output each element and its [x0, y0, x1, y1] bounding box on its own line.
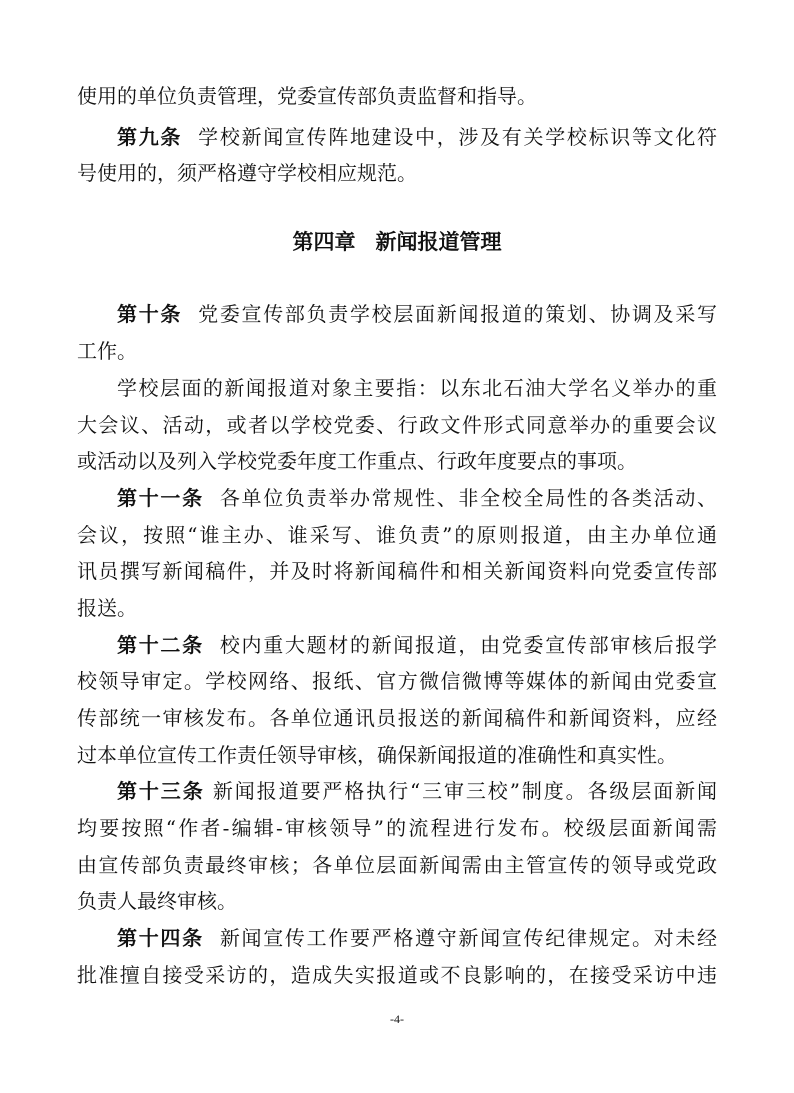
article-11-line-4: 报送。 [77, 596, 137, 620]
article-12-line-2: 校领导审定。学校网络、报纸、官方微信微博等媒体的新闻由党委宣 [77, 669, 717, 693]
article-13-line-2: 均要按照“作者-编辑-审核领导”的流程进行发布。校级层面新闻需 [77, 816, 717, 840]
article-14-text: 新闻宣传工作要严格遵守新闻宣传纪律规定。对未经 [219, 926, 717, 950]
article-13-text: 新闻报道要严格执行“三审三校”制度。各级层面新闻 [212, 779, 717, 803]
article-13-label: 第十三条 [117, 779, 205, 803]
article-10-label: 第十条 [117, 302, 183, 326]
article-14-label: 第十四条 [117, 926, 204, 950]
article-10-line-1 [117, 300, 717, 328]
article-11-label: 第十一条 [117, 486, 204, 510]
chapter-number: 第四章 [292, 230, 356, 254]
scope-line-3: 或活动以及列入学校党委年度工作重点、行政年度要点的事项。 [77, 449, 637, 473]
article-9-label: 第九条 [117, 125, 183, 149]
page-number: -4- [390, 1012, 404, 1026]
article-11-line-1 [117, 484, 717, 512]
scope-line-1: 学校层面的新闻报道对象主要指：以东北石油大学名义举办的重 [117, 376, 717, 400]
chapter-title: 新闻报道管理 [375, 230, 502, 254]
article-14-line-2: 批准擅自接受采访的，造成失实报道或不良影响的，在接受采访中违 [77, 963, 717, 987]
intro-line: 使用的单位负责管理，党委宣传部负责监督和指导。 [77, 84, 537, 108]
article-12-line-4: 过本单位宣传工作责任领导审核，确保新闻报道的准确性和真实性。 [77, 743, 677, 767]
article-13-line-4: 负责人最终审核。 [77, 889, 237, 913]
article-9-text: 学校新闻宣传阵地建设中，涉及有关学校标识等文化符 [198, 125, 717, 149]
scope-line-2: 大会议、活动，或者以学校党委、行政文件形式同意举办的重要会议 [77, 413, 717, 437]
article-12-line-3: 传部统一审核发布。各单位通讯员报送的新闻稿件和新闻资料，应经 [77, 706, 717, 730]
article-12-text: 校内重大题材的新闻报道，由党委宣传部审核后报学 [219, 633, 717, 657]
article-12-label: 第十二条 [117, 633, 204, 657]
article-10-line-2: 工作。 [77, 339, 137, 363]
article-13-line-1 [117, 777, 717, 805]
article-12-line-1 [117, 631, 717, 659]
article-14-line-1 [117, 924, 717, 952]
article-9-line-1 [117, 123, 717, 151]
article-10-text: 党委宣传部负责学校层面新闻报道的策划、协调及采写 [198, 302, 717, 326]
article-13-line-3: 由宣传部负责最终审核；各单位层面新闻需由主管宣传的领导或党政 [77, 853, 717, 877]
article-9-line-2: 号使用的，须严格遵守学校相应规范。 [77, 161, 417, 185]
article-11-text: 各单位负责举办常规性、非全校全局性的各类活动、 [219, 486, 717, 510]
chapter-heading [0, 228, 794, 256]
article-11-line-2: 会议，按照“谁主办、谁采写、谁负责”的原则报道，由主办单位通 [77, 523, 717, 547]
article-11-line-3: 讯员撰写新闻稿件，并及时将新闻稿件和相关新闻资料向党委宣传部 [77, 559, 717, 583]
